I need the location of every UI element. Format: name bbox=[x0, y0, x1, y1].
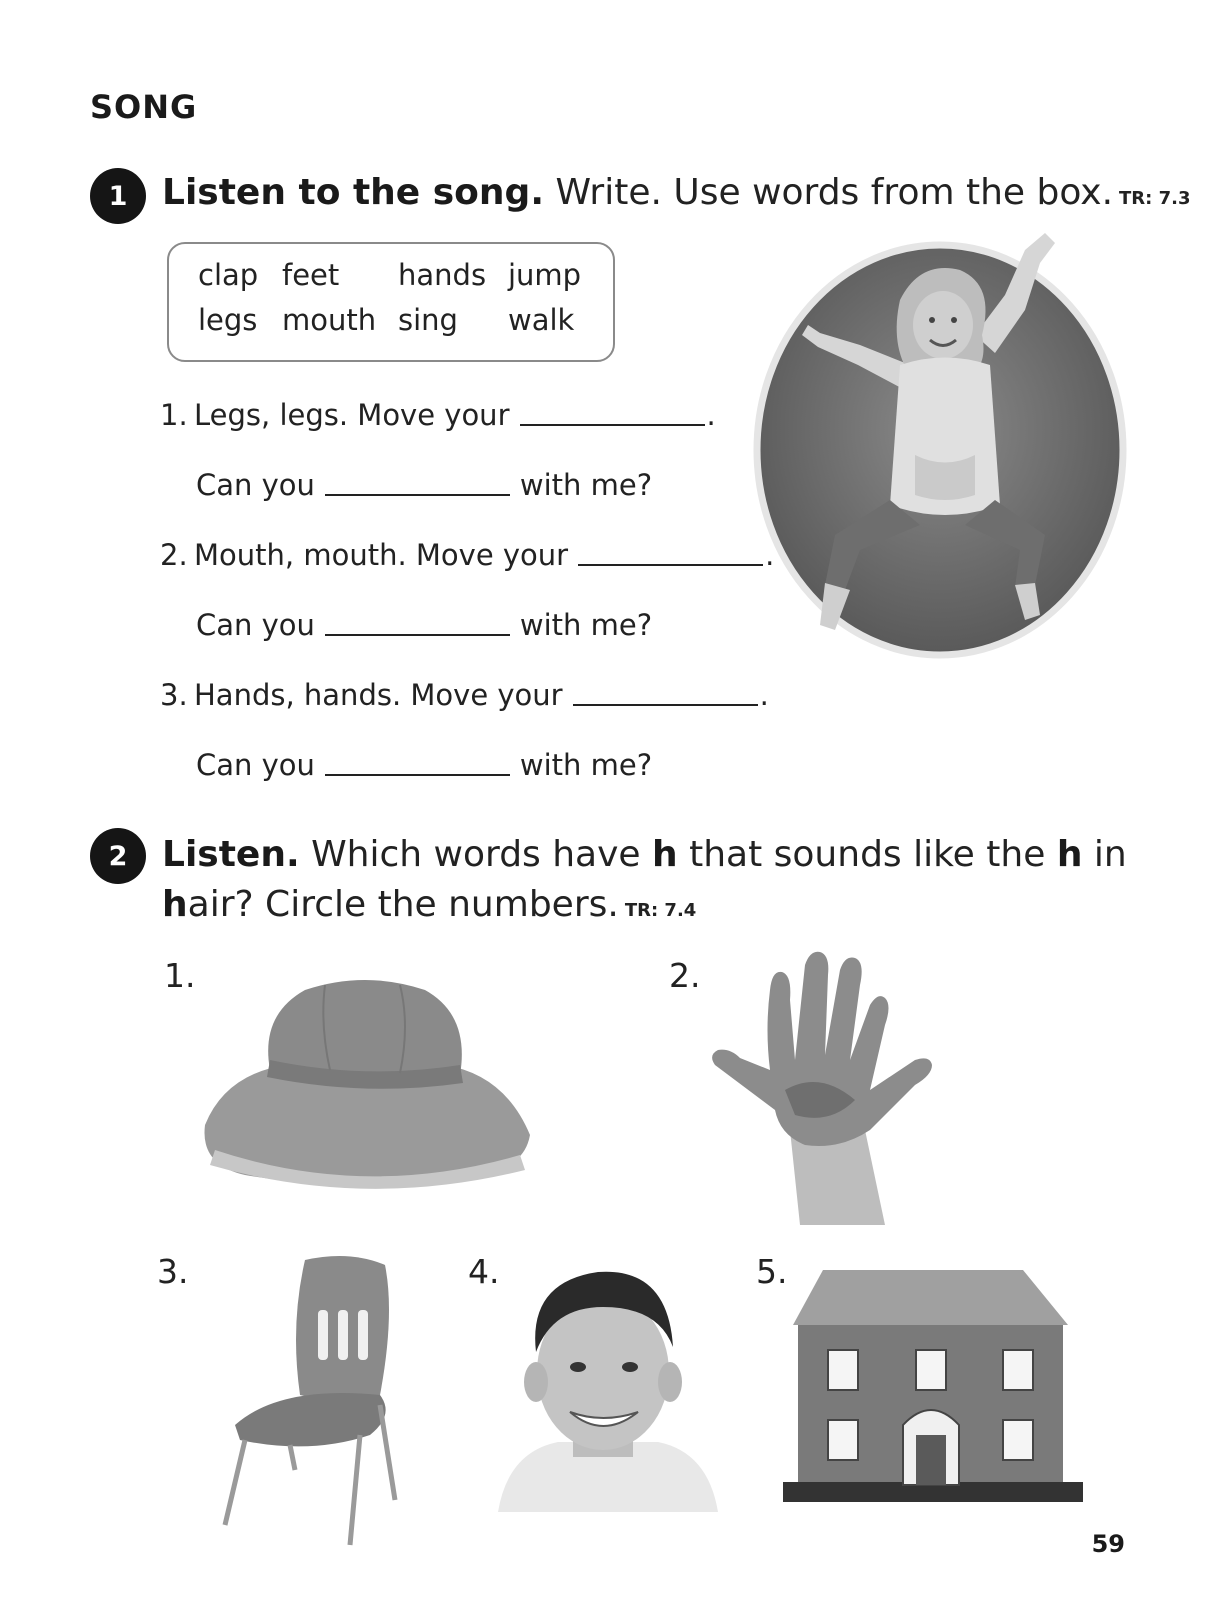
instruction-letter: h bbox=[1056, 834, 1083, 875]
word-box-word: walk bbox=[508, 303, 575, 337]
song-line bbox=[160, 398, 716, 432]
instruction-text: that sounds like the bbox=[677, 834, 1057, 875]
item-number: 2. bbox=[160, 538, 188, 572]
picture-number[interactable]: 1. bbox=[164, 956, 196, 995]
page-number: 59 bbox=[1091, 1530, 1125, 1558]
picture-number[interactable]: 2. bbox=[669, 956, 701, 995]
word-box-word: jump bbox=[508, 258, 582, 292]
exercise2-instruction-line2 bbox=[162, 880, 696, 936]
word-box-word: hands bbox=[398, 258, 487, 292]
song-line bbox=[196, 468, 652, 502]
answer-blank[interactable] bbox=[520, 422, 705, 426]
line-end: with me? bbox=[519, 468, 653, 502]
line-end: . bbox=[706, 398, 716, 432]
song-line bbox=[196, 608, 652, 642]
line-text: Mouth, mouth. Move your bbox=[194, 538, 569, 572]
word-box-word: feet bbox=[282, 258, 340, 292]
instruction-text: air? Circle the numbers. bbox=[187, 884, 619, 925]
instruction-bold: Listen to the song. bbox=[162, 172, 544, 213]
instruction-text: Which words have bbox=[299, 834, 653, 875]
instruction-bold: Listen. bbox=[162, 834, 300, 875]
line-text: Hands, hands. Move your bbox=[194, 678, 563, 712]
answer-blank[interactable] bbox=[578, 562, 763, 566]
jumping-girl-photo bbox=[750, 225, 1150, 675]
hat-picture bbox=[195, 965, 535, 1205]
instruction-text: Write. Use words from the box. bbox=[544, 172, 1114, 213]
answer-blank[interactable] bbox=[325, 772, 510, 776]
instruction-letter: h bbox=[652, 834, 678, 875]
picture-number[interactable]: 5. bbox=[756, 1252, 788, 1291]
item-number: 3. bbox=[160, 678, 188, 712]
section-title: SONG bbox=[90, 88, 198, 126]
line-end: . bbox=[759, 678, 769, 712]
answer-blank[interactable] bbox=[573, 702, 758, 706]
exercise-number-badge: 2 bbox=[90, 828, 146, 884]
song-line bbox=[160, 678, 769, 712]
track-label: TR: 7.3 bbox=[1119, 188, 1191, 209]
house-picture bbox=[783, 1270, 1083, 1505]
boy-icon bbox=[498, 1262, 718, 1512]
word-box-word: clap bbox=[198, 258, 259, 292]
line-text: Can you bbox=[196, 608, 315, 642]
answer-blank[interactable] bbox=[325, 632, 510, 636]
song-line bbox=[160, 538, 774, 572]
line-end: with me? bbox=[519, 608, 653, 642]
line-text: Can you bbox=[196, 748, 315, 782]
line-text: Can you bbox=[196, 468, 315, 502]
instruction-text: in bbox=[1082, 834, 1127, 875]
house-icon bbox=[783, 1270, 1083, 1505]
word-box-word: mouth bbox=[282, 303, 377, 337]
line-end: with me? bbox=[519, 748, 653, 782]
exercise-number-badge: 1 bbox=[90, 168, 146, 224]
boy-picture bbox=[498, 1262, 718, 1512]
word-box-word: legs bbox=[198, 303, 258, 337]
exercise2-instruction bbox=[162, 830, 1127, 880]
hat-icon bbox=[195, 965, 535, 1205]
exercise1-instruction bbox=[162, 168, 1191, 224]
answer-blank[interactable] bbox=[325, 492, 510, 496]
chair-picture bbox=[220, 1255, 410, 1555]
track-label: TR: 7.4 bbox=[624, 900, 697, 921]
instruction-letter: h bbox=[162, 884, 188, 925]
song-line bbox=[196, 748, 652, 782]
line-text: Legs, legs. Move your bbox=[194, 398, 510, 432]
line-end: . bbox=[765, 538, 775, 572]
hand-icon bbox=[710, 950, 940, 1225]
picture-number[interactable]: 4. bbox=[468, 1252, 500, 1291]
item-number: 1. bbox=[160, 398, 188, 432]
chair-icon bbox=[220, 1255, 410, 1555]
picture-number[interactable]: 3. bbox=[157, 1252, 189, 1291]
hand-picture bbox=[710, 950, 940, 1225]
word-box-word: sing bbox=[398, 303, 458, 337]
jumping-girl-icon bbox=[750, 225, 1150, 675]
